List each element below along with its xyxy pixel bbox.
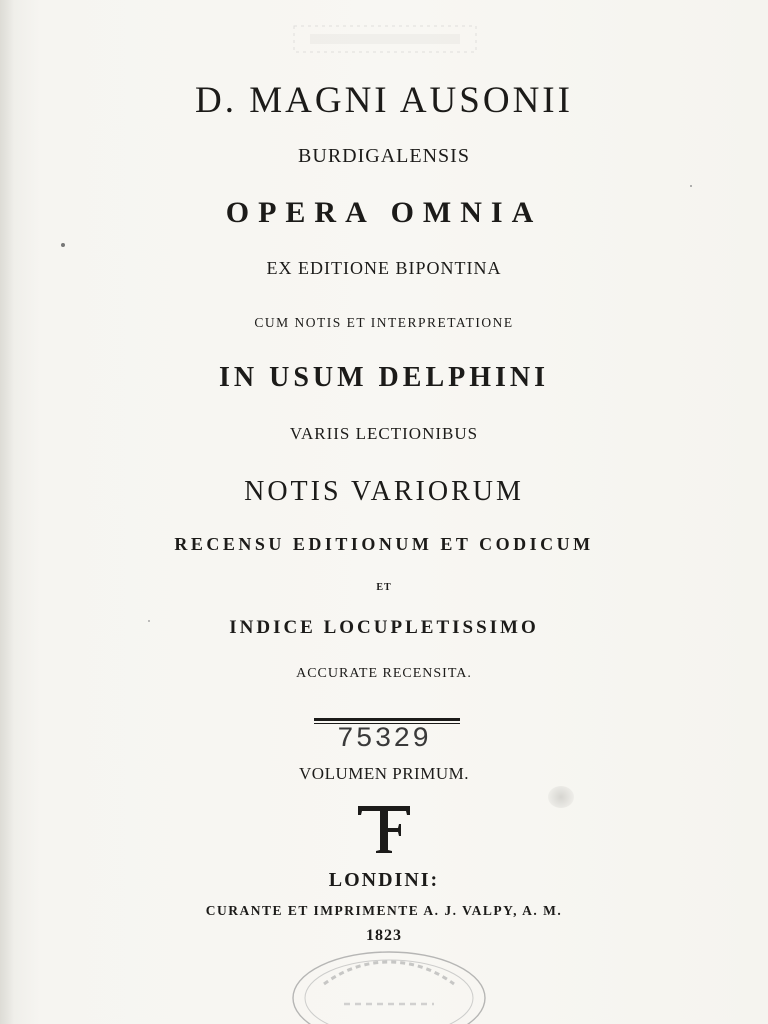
- work-title: OPERA OMNIA: [225, 196, 543, 229]
- variorum-line: NOTIS VARIORUM: [244, 476, 524, 507]
- usage-line: IN USUM DELPHINI: [218, 362, 550, 393]
- edition-line: EX EDITIONE BIPONTINA: [266, 258, 502, 278]
- author-origin: BURDIGALENSIS: [298, 145, 470, 167]
- thick-rule: [314, 718, 460, 721]
- imprint-city: LONDINI:: [328, 869, 440, 891]
- accession-number: 75329: [336, 724, 431, 755]
- oval-library-stamp-icon: [284, 946, 494, 1024]
- notes-line: CUM NOTIS ET INTERPRETATIONE: [254, 315, 514, 330]
- paper-speck: [148, 620, 150, 622]
- variants-line: VARIIS LECTIONIBUS: [289, 424, 479, 443]
- tf-monogram-icon: [352, 802, 416, 854]
- faded-stamp-icon: [290, 22, 480, 56]
- imprint-printer: CURANTE ET IMPRIMENTE A. J. VALPY, A. M.: [205, 903, 563, 918]
- paper-blot: [548, 786, 574, 808]
- paper-speck: [61, 243, 65, 247]
- imprint-year: 1823: [366, 927, 402, 944]
- paper-speck: [690, 185, 692, 187]
- accuracy-line: ACCURATE RECENSITA.: [296, 666, 472, 681]
- volume-line: VOLUMEN PRIMUM.: [299, 764, 469, 783]
- recension-line: RECENSU EDITIONUM ET CODICUM: [174, 534, 594, 554]
- author-name: D. MAGNI AUSONII: [195, 80, 573, 121]
- conjunction-line: ET: [376, 582, 392, 593]
- index-line: INDICE LOCUPLETISSIMO: [229, 617, 539, 638]
